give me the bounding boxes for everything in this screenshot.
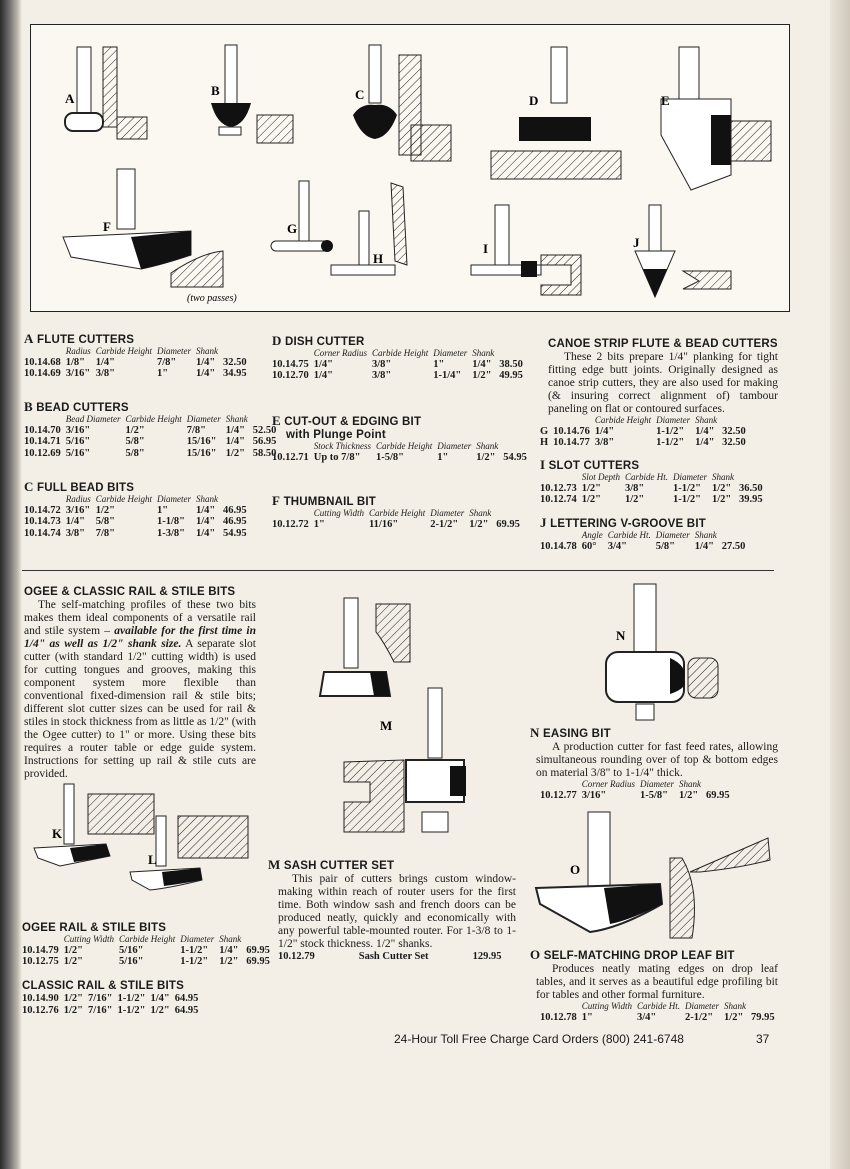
spec-table-n: Corner Radius Diameter Shank 10.12.77 3/16" 1-5/8" 1/2" 69.95: [540, 780, 735, 801]
section-title: E CUT-OUT & EDGING BIT: [272, 413, 422, 428]
section-thumbnail-bit: [272, 494, 532, 530]
section-title: OGEE & CLASSIC RAIL & STILE BITS: [24, 586, 236, 598]
section-description: These 2 bits prepare 1/4" planking for tight fitting edge butt joints. Originally designed as canoe strip cutters, they are also used for making (& insuring correct alignment of) tambour paneling on flat or contoured surfaces.: [548, 351, 778, 415]
table-row: 10.12.69 5/16" 5/8" 15/16" 1/2" 58.50: [24, 447, 277, 459]
section-sash-cutter-set: [268, 858, 516, 963]
label-f: F: [103, 219, 111, 234]
spec-table-a: Radius Carbide Height Diameter Shank 10.14.68 1/8" 1/4" 7/8" 1/4" 32.50 10.14.69 3/16" 3/8" 1" 1/4" 34.95: [24, 347, 252, 380]
label-d: D: [529, 93, 539, 108]
section-title: M SASH CUTTER SET: [268, 857, 395, 872]
section-slot-cutters: [540, 458, 778, 506]
spec-table-o: Cutting Width Carbide Ht. Diameter Shank 10.12.78 1" 3/4" 2-1/2" 1/2" 79.95: [540, 1002, 780, 1023]
spec-table-e: Stock Thickness Carbide Height Diameter Shank 10.12.71 Up to 7/8" 1-5/8" 1" 1/2" 54.95: [272, 442, 532, 463]
section-ogee-rail-stile: [22, 922, 272, 968]
section-cut-out-edging-bit: [272, 414, 532, 463]
router-bits-illustration: [30, 24, 790, 312]
bit-g-drawing: [271, 181, 333, 252]
label-g: G: [287, 221, 298, 236]
page-edge: [830, 0, 850, 1169]
bit-d-drawing: [491, 47, 621, 179]
section-lettering-v-groove: [540, 516, 778, 552]
section-title: OGEE RAIL & STILE BITS: [22, 922, 167, 934]
section-description: A production cutter for fast feed rates, allowing simultaneous rounding over of top & bottom edges on material 3/8" to 1-1/4" thick.: [536, 741, 778, 779]
label-o: O: [570, 862, 581, 877]
table-row: 10.12.70 1/4" 3/8" 1-1/4" 1/2" 49.95: [272, 370, 523, 381]
bit-e-drawing: [661, 47, 771, 190]
section-divider: [22, 570, 774, 571]
section-canoe-strip: [540, 338, 778, 449]
label-l: L: [148, 852, 157, 867]
table-row: 10.14.79 1/2" 5/16" 1-1/2" 1/4" 69.95: [22, 944, 270, 956]
label-j: J: [633, 235, 640, 250]
table-row: 10.12.76 1/2" 7/16" 1-1/2" 1/2" 64.95: [22, 1004, 199, 1016]
table-row: 10.14.69 3/16" 3/8" 1" 1/4" 34.95: [24, 368, 247, 379]
bit-m-lower-drawing: [344, 688, 466, 832]
spec-table-b: Bead Diameter Carbide Height Diameter Shank 10.14.70 3/16" 1/2" 7/8" 1/4" 52.50 10.14.71 5/16" 5/8" 15/16" 1/4" 56.95 10.12.69 5/16" 5/8" 15/16" 1/2" 58.50: [24, 415, 281, 459]
section-title: N EASING BIT: [530, 725, 611, 740]
spec-table-gh: Carbide Height Diameter Shank G 10.14.76 1/4" 1-1/2" 1/4" 32.50 H 10.14.77 3/8" 1-1/2" 1/4" 32.50: [540, 416, 751, 449]
label-m: M: [380, 718, 393, 733]
bit-b-drawing: [211, 45, 293, 143]
section-title: CANOE STRIP FLUTE & BEAD CUTTERS: [548, 338, 778, 350]
section-bead-cutters: [24, 399, 277, 459]
section-title: C FULL BEAD BITS: [24, 479, 135, 494]
table-row: 10.14.78 60° 3/4" 5/8" 1/4" 27.50: [540, 540, 746, 552]
section-title: I SLOT CUTTERS: [540, 457, 640, 472]
section-classic-rail-stile: [22, 980, 272, 1016]
section-drop-leaf-bit: [530, 948, 778, 1023]
bit-drawings: [31, 25, 789, 311]
spec-table-j: Angle Carbide Ht. Diameter Shank 10.14.78 60° 3/4" 5/8" 1/4" 27.50: [540, 531, 750, 552]
bit-i-drawing: [471, 205, 581, 295]
sash-cutter-drawings: [300, 592, 530, 852]
bit-c-drawing: [353, 45, 451, 161]
table-row: 10.12.73 1/2" 3/8" 1-1/2" 1/2" 36.50: [540, 482, 763, 494]
section-flute-cutters: [24, 332, 274, 380]
spec-table-f: Cutting Width Carbide Height Diameter Shank 10.12.72 1" 11/16" 2-1/2" 1/2" 69.95: [272, 509, 525, 530]
spec-table-l: [22, 993, 203, 1016]
section-title: B BEAD CUTTERS: [24, 399, 129, 414]
table-row: 10.14.74 3/8" 7/8" 1-3/8" 1/4" 54.95: [24, 527, 247, 539]
section-full-bead-bits: [24, 480, 274, 539]
section-title: A FLUTE CUTTERS: [24, 331, 135, 346]
section-dish-cutter: [272, 334, 532, 382]
bit-f-drawing: [63, 169, 237, 304]
table-row: 10.12.74 1/2" 1/2" 1-1/2" 1/2" 39.95: [540, 494, 763, 505]
spec-table-m: [278, 951, 506, 963]
two-passes-note: (two passes): [187, 293, 237, 304]
table-row: 10.12.72 1" 11/16" 2-1/2" 1/2" 69.95: [272, 518, 520, 530]
drop-leaf-bit-drawing: [530, 808, 780, 948]
table-row: 10.12.79 Sash Cutter Set 129.95: [278, 951, 502, 962]
label-a: A: [65, 91, 75, 106]
section-title: CLASSIC RAIL & STILE BITS: [22, 980, 184, 992]
label-c: C: [355, 87, 365, 102]
table-row: 10.14.68 1/8" 1/4" 7/8" 1/4" 32.50: [24, 356, 247, 368]
table-row: G 10.14.76 1/4" 1-1/2" 1/4" 32.50: [540, 425, 746, 437]
label-b: B: [211, 83, 220, 98]
bit-j-drawing: [633, 205, 731, 297]
label-i: I: [483, 241, 489, 256]
label-e: E: [661, 93, 670, 108]
section-description: Produces neatly mating edges on drop leaf tables, and it serves as a beautiful edge profiling bit for tables and other formal furniture.: [536, 963, 778, 1001]
label-n: N: [616, 628, 626, 643]
table-row: 10.14.75 1/4" 3/8" 1" 1/4" 38.50: [272, 358, 523, 370]
table-row: 10.14.72 3/16" 1/2" 1" 1/4" 46.95: [24, 504, 247, 516]
label-h: H: [373, 251, 384, 266]
section-description: The self-matching profiles of these two bits makes them ideal components of a versatile rail and stile system – available for the first time in 1/4" as well as 1/2" shank size. A separate slot cutter (with standard 1/2" cutting width) is used for cutting tongues and grooves, making this component system more flexible than conventional fixed-dimension rail & stile bits; different slot cutter sizes can be used for rail & stiles in stock thickness from as little as 1/2" (with the Ogee cutter) to 1" or more. Using these bits requires a router table or edge guide system. Instructions for setting up rail & stile cuts are provided.: [24, 599, 256, 780]
table-row: 10.12.75 1/2" 5/16" 1-1/2" 1/2" 69.95: [22, 956, 270, 967]
section-title: J LETTERING V-GROOVE BIT: [540, 515, 706, 530]
order-phone-footer: 24-Hour Toll Free Charge Card Orders (800) 241-6748: [394, 1032, 684, 1046]
bit-m-upper-drawing: [320, 598, 410, 696]
section-title: D DISH CUTTER: [272, 333, 365, 348]
spec-table-c: Radius Carbide Height Diameter Shank 10.14.72 3/16" 1/2" 1" 1/4" 46.95 10.14.73 1/4" 5/8" 1-1/8" 1/4" 46.95 10.14.74 3/8" 7/8" 1-3/8" 1/4" 54.95: [24, 495, 252, 539]
label-k: K: [52, 826, 63, 841]
section-subtitle: with Plunge Point: [286, 429, 386, 441]
bit-k-drawing: [34, 784, 154, 866]
easing-bit-drawing: [574, 580, 754, 730]
bit-h-drawing: [331, 183, 407, 275]
spec-table-i: Slot Depth Carbide Ht. Diameter Shank 10.12.73 1/2" 3/8" 1-1/2" 1/2" 36.50 10.12.74 1/2" 1/2" 1-1/2" 1/2" 39.95: [540, 473, 768, 506]
bit-a-drawing: [65, 47, 147, 139]
table-row: 10.12.78 1" 3/4" 2-1/2" 1/2" 79.95: [540, 1011, 775, 1023]
ogee-classic-drawings: [30, 780, 260, 915]
spec-table-d: Corner Radius Carbide Height Diameter Shank 10.14.75 1/4" 3/8" 1" 1/4" 38.50 10.12.70 1/4" 3/8" 1-1/4" 1/2" 49.95: [272, 349, 528, 382]
section-title: F THUMBNAIL BIT: [272, 493, 377, 508]
section-description: This pair of cutters brings custom window-making within reach of router users for the first time. Both window sash and french doors can be produced neatly, quickly and economically with any powerful table-mounted router. For 1-3/8 to 1-1/2" stock thickness. 1/2" shanks.: [278, 873, 516, 950]
table-row: H 10.14.77 3/8" 1-1/2" 1/4" 32.50: [540, 437, 746, 448]
table-row: 10.14.90 1/2" 7/16" 1-1/2" 1/4" 64.95: [22, 993, 199, 1004]
binding-shadow: [0, 0, 22, 1169]
table-row: 10.14.71 5/16" 5/8" 15/16" 1/4" 56.95: [24, 436, 277, 447]
page-number: 37: [756, 1032, 770, 1046]
table-row: 10.14.73 1/4" 5/8" 1-1/8" 1/4" 46.95: [24, 516, 247, 527]
spec-table-k: Cutting Width Carbide Height Diameter Shank 10.14.79 1/2" 5/16" 1-1/2" 1/4" 69.95 10.12.75 1/2" 5/16" 1-1/2" 1/2" 69.95: [22, 935, 275, 968]
section-title: O SELF-MATCHING DROP LEAF BIT: [530, 947, 735, 962]
section-easing-bit: [530, 726, 778, 801]
table-row: 10.12.71 Up to 7/8" 1-5/8" 1" 1/2" 54.95: [272, 451, 527, 463]
table-row: 10.12.77 3/16" 1-5/8" 1/2" 69.95: [540, 789, 730, 801]
section-ogee-classic-intro: [24, 586, 256, 781]
table-row: 10.14.70 3/16" 1/2" 7/8" 1/4" 52.50: [24, 424, 277, 436]
